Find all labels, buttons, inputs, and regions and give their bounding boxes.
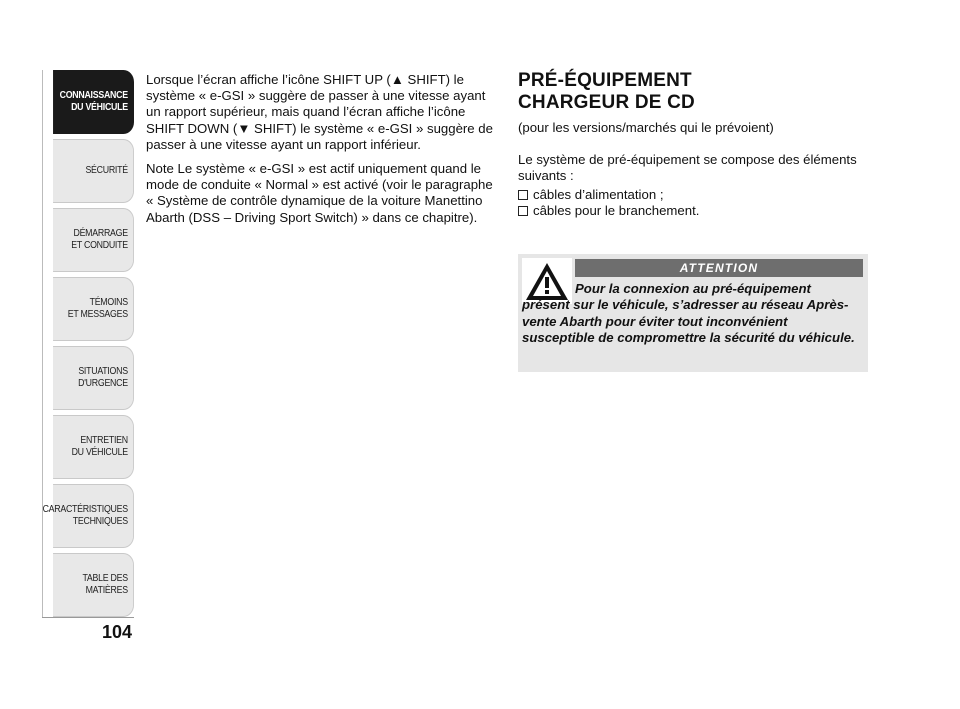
section-heading [518,70,868,114]
warning-label: ATTENTION [575,259,863,277]
left-column [146,72,496,234]
section-heading-line1: PRÉ-ÉQUIPEMENT [518,70,692,91]
tab-situations-d-urgence[interactable]: SITUATIONS D'URGENCE [53,346,134,410]
sidebar-rule [42,70,43,618]
checkbox-bullet-icon [518,190,528,200]
tab-table-des-matieres[interactable]: TABLE DES MATIÈRES [53,553,134,617]
section-heading-line2: CHARGEUR DE CD [518,92,695,113]
tab-demarrage-et-conduite[interactable]: DÉMARRAGE ET CONDUITE [53,208,134,272]
warning-box [518,254,868,372]
shift-paragraph: Lorsque l’écran affiche l’icône SHIFT UP (▲ SHIFT) le système « e-GSI » suggère de passer à une vitesse ayant un rapport supérieur, mais quand l’écran affiche l’icône SHIFT DOWN (▼ SHIFT) le système « e-GSI » suggère de passer à une vitesse ayant un rapport inférieur. [146,72,493,152]
tab-entretien-du-vehicule[interactable]: ENTRETIEN DU VÉHICULE [53,415,134,479]
tab-connaissance-du-vehicule[interactable]: CONNAISSANCE DU VÉHICULE [53,70,134,134]
list-item: câbles d’alimentation ; [518,187,868,203]
note-paragraph: Note Le système « e-GSI » est actif uniquement quand le mode de conduite « Normal » est activé (voir le paragraphe « Système de contrôle dynamique de la voiture Manettino Abarth (DSS – Driving Sport Switch) » dans ce chapitre). [146,161,493,225]
intro-text: Le système de pré-équipement se compose des éléments suivants : [518,152,857,184]
page-number: 104 [101,622,132,642]
availability-note: (pour les versions/marchés qui le prévoient) [518,120,774,135]
tab-caracteristiques-techniques[interactable]: CARACTÉRISTIQUES TECHNIQUES [53,484,134,548]
page-number-rule [42,617,134,618]
component-list [518,187,868,219]
checkbox-bullet-icon [518,206,528,216]
tab-securite[interactable]: SÉCURITÉ [53,139,134,203]
tab-temoins-et-messages[interactable]: TÉMOINS ET MESSAGES [53,277,134,341]
list-item: câbles pour le branchement. [518,203,868,219]
right-column [518,70,868,219]
warning-text: Pour la connexion au pré-équipement présent sur le véhicule, s’adresser au réseau Après-vente Abarth pour éviter tout inconvénient susceptible de compromettre la sécurité du véhicule. [522,281,855,346]
